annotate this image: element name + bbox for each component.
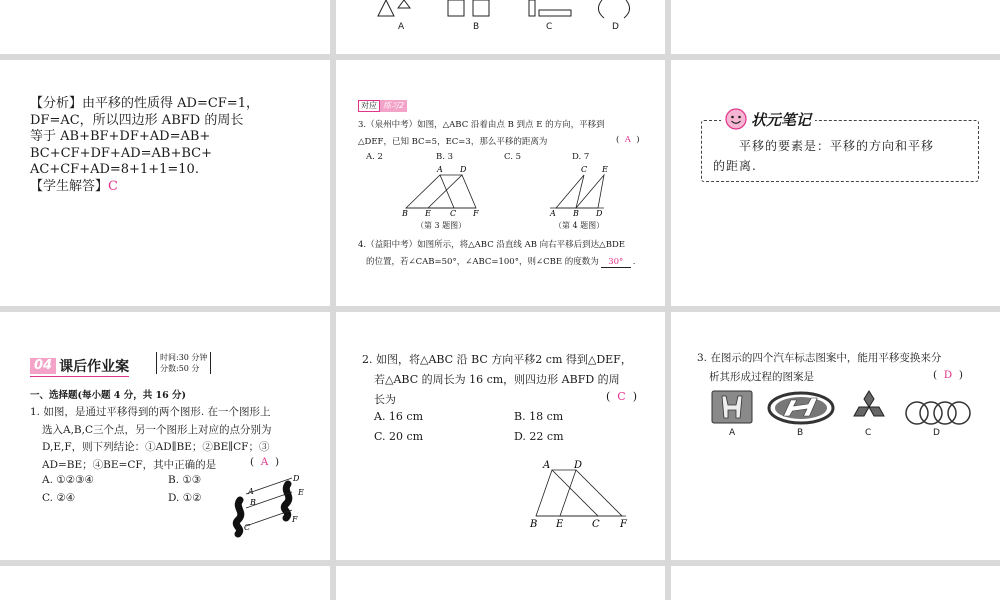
q3-logo-line2: 析其形成过程的图案是 [709, 371, 814, 383]
q3-answer-value: A [624, 135, 631, 145]
q3-option-c: C. 5 [504, 152, 522, 162]
q3-option-b: B. 3 [436, 152, 454, 162]
fig4-label-d: D [596, 209, 603, 218]
practice-panel [336, 60, 665, 306]
hyundai-logo-icon [767, 390, 835, 426]
q3-option-d: D. 7 [572, 152, 590, 162]
hw-fig-label-a: A [248, 487, 254, 496]
homework-time: 时间:30 分钟 [160, 353, 208, 362]
bottom-middle-panel [336, 566, 665, 600]
hw-q1-answer-value: A [260, 456, 269, 468]
hw-q1-answer: ( A ) [250, 456, 280, 468]
homework-number: 04 [30, 358, 56, 374]
q2-option-b: B. 18 cm [514, 410, 564, 423]
q3-logos-panel [671, 312, 1000, 560]
student-answer-label: 【学生解答】 [30, 178, 109, 194]
shape-label-c: C [546, 22, 553, 32]
hw-fig-label-b: B [250, 498, 256, 507]
q2-fig-label-b: B [530, 519, 538, 530]
q3-logo-answer: ( D ) [933, 369, 963, 381]
hw-fig-label-c: C [244, 523, 251, 532]
top-middle-panel [336, 0, 665, 54]
figure-hw-q1 [0, 312, 330, 560]
figure-q2 [336, 312, 665, 560]
hw-q1-option-c: C. ②④ [42, 492, 76, 504]
logo-label-d: D [933, 428, 940, 438]
q2-line: 若△ABC 的周长为 16 cm，则四边形 ABFD 的周 [374, 373, 620, 386]
shape-label-b: B [473, 22, 480, 32]
q2-fig-label-f: F [620, 519, 627, 530]
fig3-label-c: C [450, 209, 457, 218]
hw-fig-label-e: E [298, 488, 304, 497]
logo-label-a: A [729, 428, 736, 438]
q3-option-a: A. 2 [366, 152, 383, 162]
hw-q1-line: 选入A,B,C三个点，另一个图形上对应的点分别为 [42, 423, 272, 436]
analysis-line: 等于 AB+BF+DF+AD=AB+ [30, 129, 211, 144]
mitsubishi-logo-icon [849, 390, 889, 426]
q4-line2-text: 的位置，若∠CAB=50°，∠ABC=100°，则∠CBE 的度数为 [366, 257, 599, 267]
shape-label-d: D [612, 22, 619, 32]
analysis-line: DF=AC，所以四边形 ABFD 的周长 [30, 112, 244, 128]
notes-text [713, 136, 934, 176]
practice-badge-left: 对应 [358, 100, 380, 112]
q2-option-a: A. 16 cm [374, 410, 424, 423]
homework-score: 分数:50 分 [160, 364, 200, 373]
q2-answer-value: C [617, 390, 626, 403]
homework-panel [0, 312, 330, 560]
smiley-icon [725, 108, 747, 130]
analysis-line: AC+CF+AD=8+1+1=10. [30, 162, 199, 177]
section-title: 一、选择题(每小题 4 分，共 16 分) [30, 390, 187, 401]
fig3-label-b: B [402, 209, 408, 218]
q3-line1: 3.（泉州中考）如图，△ABC 沿着由点 B 到点 E 的方向，平移到 [358, 120, 605, 130]
q2-option-d: D. 22 cm [514, 430, 564, 443]
bottom-right-panel [671, 566, 1000, 600]
student-answer-row [30, 179, 259, 196]
practice-badge-right: 练习2 [380, 100, 407, 112]
q2-fig-label-e: E [556, 519, 564, 530]
fig4-label-e: E [602, 165, 608, 174]
q3-logo-line1: 3. 在图示的四个汽车标志图案中，能用平移变换来分 [697, 352, 942, 364]
honda-logo-icon [711, 390, 753, 424]
top-left-panel [0, 0, 330, 54]
fig3-label-d: D [460, 165, 467, 174]
analysis-line: 【分析】由平移的性质得 AD=CF=1， [30, 96, 259, 111]
q3-answer: ( A ) [616, 135, 640, 145]
notes-panel [671, 60, 1000, 306]
q2-answer: ( C ) [606, 390, 638, 403]
hw-q1-line: AD=BE；④BE=CF，其中正确的是 [42, 458, 217, 471]
bottom-left-panel [0, 566, 330, 600]
audi-logo-icon [903, 398, 973, 428]
logo-label-b: B [797, 428, 804, 438]
figure-q4 [336, 60, 665, 306]
hw-q1-option-b: B. ①③ [168, 474, 202, 486]
hw-fig-label-f: F [292, 515, 298, 524]
q2-panel [336, 312, 665, 560]
q4-answer: 30° [601, 257, 631, 268]
fig3-label-f: F [473, 209, 479, 218]
hw-fig-label-d: D [293, 474, 300, 483]
notes-title: 状元笔记 [751, 110, 812, 129]
q4-line1: 4.（益阳中考）如图所示，将△ABC 沿直线 AB 向右平移后到达△BDE [358, 240, 625, 250]
fig4-label-a: A [550, 209, 556, 218]
analysis-text [30, 96, 259, 195]
notes-line1: 平移的要素是：平移的方向和平移 [739, 139, 935, 153]
notes-line2: 的距离. [713, 159, 757, 173]
notes-header [721, 108, 815, 130]
q2-fig-label-c: C [592, 519, 600, 530]
q2-line: 长为 [374, 393, 396, 406]
q3-logo-answer-value: D [943, 369, 953, 381]
q3-line2: △DEF，已知 BC=5，EC=3，那么平移的距离为 [358, 137, 548, 147]
q4-line2: 的位置，若∠CAB=50°，∠ABC=100°，则∠CBE 的度数为 30° . [366, 257, 636, 267]
analysis-line: BC+CF+DF+AD=AB+BC+ [30, 145, 212, 161]
homework-title: 课后作业案 [59, 359, 130, 375]
hw-q1-option-a: A. ①②③④ [42, 474, 94, 486]
top-right-panel [671, 0, 1000, 54]
q2-option-c: C. 20 cm [374, 430, 424, 443]
hw-q1-option-d: D. ①② [168, 492, 202, 504]
analysis-panel [0, 60, 330, 306]
shape-label-a: A [398, 22, 405, 32]
student-answer-value: C [108, 178, 118, 194]
logo-label-c: C [865, 428, 872, 438]
fig4-caption: （第 4 题图） [554, 221, 605, 230]
fig3-label-e: E [425, 209, 431, 218]
fig4-label-b: B [573, 209, 579, 218]
q2-fig-label-d: D [574, 460, 583, 471]
fig4-label-c: C [581, 165, 588, 174]
hw-q1-line: 1. 如图，是通过平移得到的两个图形. 在一个图形上 [30, 406, 271, 418]
q2-fig-label-a: A [543, 460, 551, 471]
q2-line: 2. 如图，将△ABC 沿 BC 方向平移2 cm 得到△DEF， [362, 353, 632, 366]
hw-q1-line: D,E,F，则下列结论：①AD∥BE；②BE∥CF；③ [42, 441, 270, 453]
fig3-caption: （第 3 题图） [416, 221, 467, 230]
fig3-label-a: A [437, 165, 443, 174]
